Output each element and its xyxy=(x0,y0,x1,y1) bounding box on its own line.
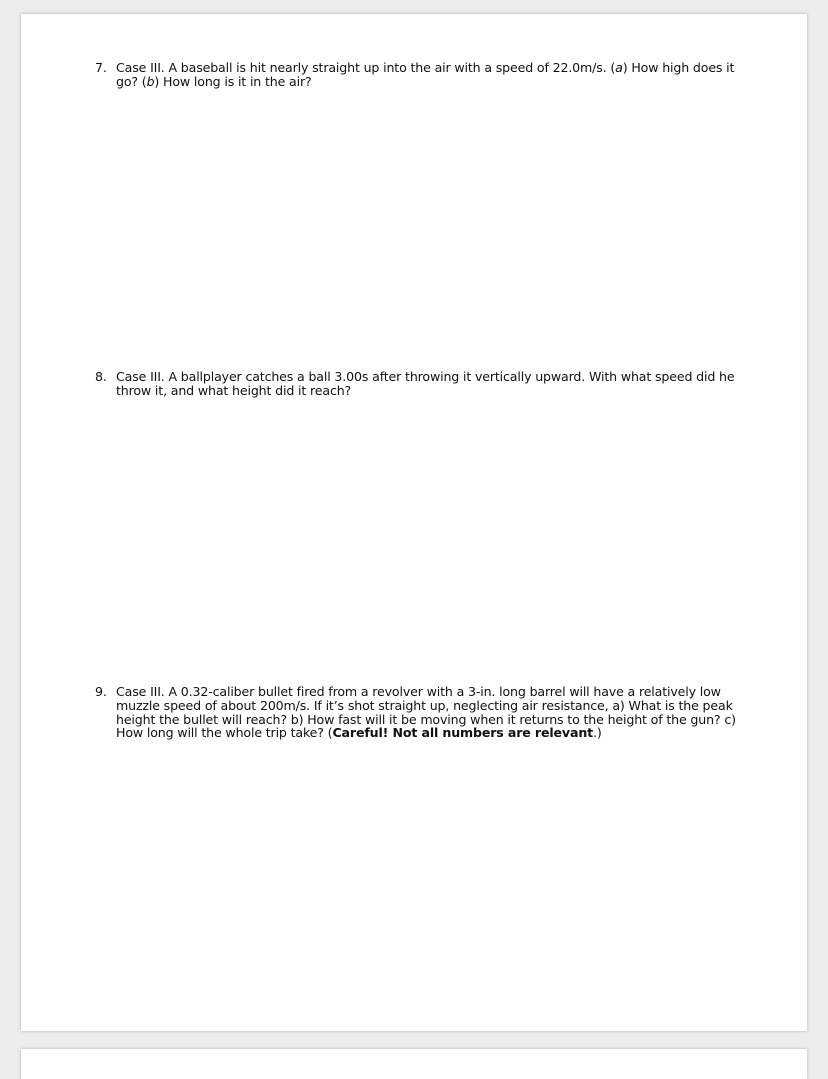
question-text: Case III. A ballplayer catches a ball 3.00s after throwing it vertically upward. With what speed did he throw it, and what height did it reach? xyxy=(116,369,735,398)
question-number: 8. xyxy=(95,369,107,384)
part-b-label: b xyxy=(146,73,155,89)
question-text: Case III. A baseball is hit nearly straight up into the air with a speed of 22.0m/s. (a) How high does it go? (b) How long is it in the air? xyxy=(116,60,735,89)
question-number: 7. xyxy=(95,60,107,75)
question-8 xyxy=(95,370,745,398)
part-a-label: a xyxy=(615,60,623,75)
question-text: Case III. A 0.32-caliber bullet fired from a revolver with a 3-in. long barrel will have a relatively low muzzle speed of about 200m/s. If it’s shot straight up, neglecting air resistance, a) What is the peak height the bullet will reach? b) How fast will it be moving when it returns to the height of the gun? c) How long will the whole trip take? (Careful! Not all numbers are relevant.) xyxy=(116,684,736,741)
question-9 xyxy=(95,685,745,740)
question-7 xyxy=(95,61,745,89)
careful-note: Careful! Not all numbers are relevant xyxy=(332,725,594,741)
next-page-edge xyxy=(21,1049,807,1079)
question-number: 9. xyxy=(95,684,107,699)
document-page xyxy=(21,14,807,1031)
